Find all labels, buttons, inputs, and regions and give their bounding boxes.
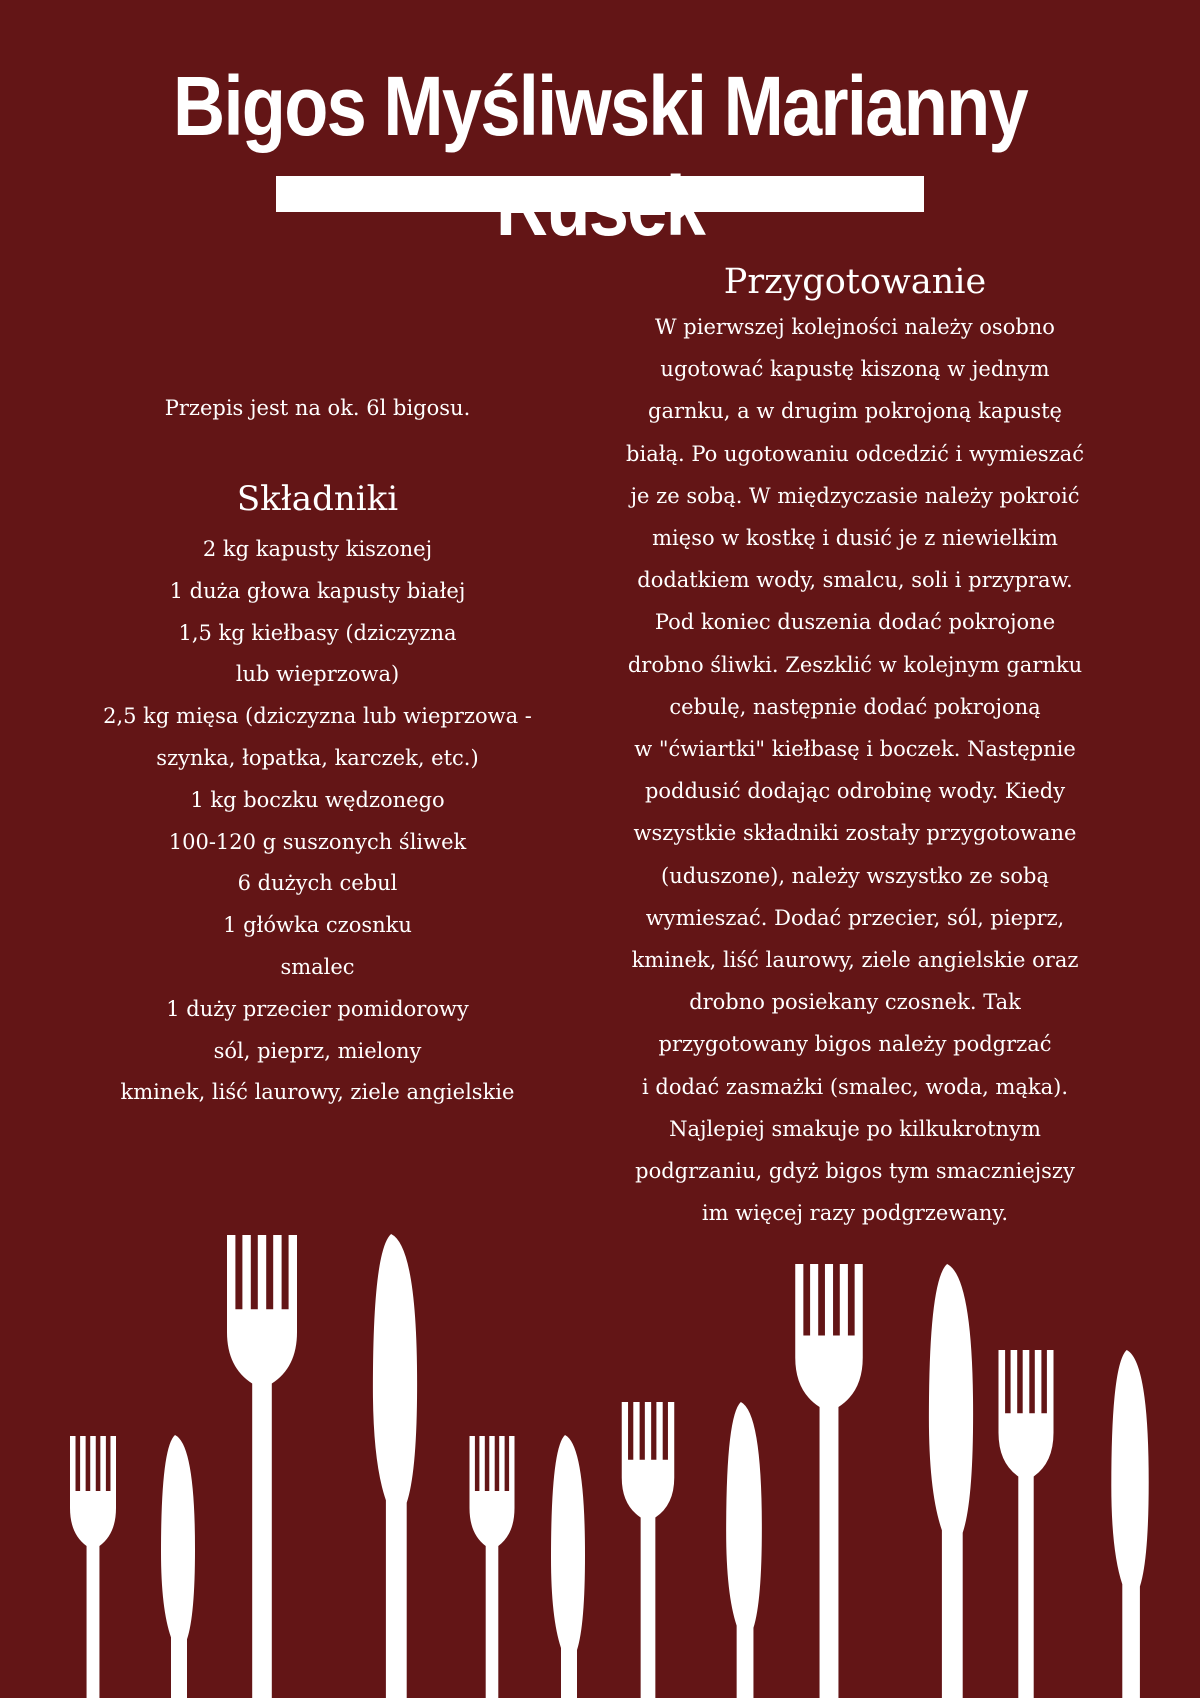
preparation-line: Pod koniec duszenia dodać pokrojone — [654, 610, 1056, 635]
recipe-yield: Przepis jest na ok. 6l bigosu. — [164, 396, 471, 420]
page-title: Bigos Myśliwski Marianny — [173, 59, 1027, 153]
fork-icon — [227, 1235, 297, 1698]
ingredients-heading: Składniki — [236, 479, 399, 519]
ingredient-line: lub wieprzowa) — [235, 662, 400, 687]
preparation-line: W pierwszej kolejności należy osobno — [655, 315, 1055, 339]
preparation-line: poddusić dodając odrobinę wody. Kiedy — [644, 779, 1066, 804]
preparation-line: cebulę, następnie dodać pokrojoną — [669, 694, 1041, 719]
fork-icon — [70, 1436, 116, 1698]
ingredient-line: 1 główka czosnku — [223, 913, 412, 938]
ingredient-line: smalec — [280, 954, 355, 979]
fork-icon — [795, 1264, 863, 1698]
preparation-line: podgrzaniu, gdyż bigos tym smaczniejszy — [635, 1159, 1075, 1184]
preparation-line: wszystkie składniki zostały przygotowane — [633, 821, 1077, 846]
fork-icon — [999, 1350, 1054, 1698]
preparation-line: Najlepiej smakuje po kilkukrotnym — [669, 1116, 1041, 1141]
preparation-line: białą. Po ugotowaniu odcedzić i wymieszać — [626, 441, 1084, 466]
preparation-line: i dodać zasmażki (smalec, woda, mąka). — [642, 1074, 1068, 1099]
preparation-line: mięso w kostkę i dusić je z niewielkim — [652, 526, 1058, 551]
preparation-line: w "ćwiartki" kiełbasę i boczek. Następnie — [634, 737, 1076, 762]
preparation-heading: Przygotowanie — [723, 262, 987, 302]
preparation-text — [590, 306, 1120, 1234]
knife-icon — [551, 1435, 585, 1698]
ingredient-line: 2 kg kapusty kiszonej — [202, 537, 433, 561]
knife-icon — [161, 1435, 195, 1698]
ingredient-line: kminek, liść laurowy, ziele angielskie — [120, 1080, 515, 1105]
preparation-line: ugotować kapustę kiszoną w jednym — [660, 357, 1050, 382]
preparation-line: drobno śliwki. Zeszklić w kolejnym garnku — [627, 652, 1083, 677]
preparation-line: (uduszone), należy wszystko ze sobą — [661, 863, 1049, 888]
fork-icon — [470, 1436, 515, 1698]
preparation-line: garnku, a w drugim pokrojoną kapustę — [648, 399, 1062, 424]
preparation-line: kminek, liść laurowy, ziele angielskie oraz — [631, 948, 1079, 973]
knife-icon — [1111, 1350, 1148, 1698]
ingredient-line: 1 kg boczku wędzonego — [190, 787, 445, 812]
knife-icon — [929, 1264, 973, 1698]
ingredient-line: 1 duża głowa kapusty białej — [169, 578, 466, 603]
preparation-line: je ze sobą. W międzyczasie należy pokroić — [630, 483, 1080, 508]
preparation-line: im więcej razy podgrzewany. — [701, 1201, 1009, 1226]
title-underline — [276, 176, 924, 212]
ingredient-line: szynka, łopatka, karczek, etc.) — [156, 745, 479, 770]
cutlery-decoration — [0, 1220, 1200, 1698]
preparation-line: dodatkiem wody, smalcu, soli i przypraw. — [637, 568, 1073, 593]
ingredient-line: 2,5 kg mięsa (dziczyzna lub wieprzowa - — [103, 704, 532, 729]
knife-icon — [726, 1402, 762, 1698]
knife-icon — [373, 1234, 417, 1698]
ingredient-line: 1 duży przecier pomidorowy — [166, 996, 469, 1021]
fork-icon — [622, 1402, 675, 1698]
preparation-line: drobno posiekany czosnek. Tak — [689, 990, 1021, 1015]
preparation-line: wymieszać. Dodać przecier, sól, pieprz, — [645, 905, 1065, 930]
ingredients-list — [60, 529, 575, 1114]
ingredient-line: 6 dużych cebul — [237, 871, 398, 896]
preparation-line: przygotowany bigos należy podgrzać — [658, 1032, 1052, 1057]
ingredient-line: 100-120 g suszonych śliwek — [168, 829, 467, 854]
ingredient-line: 1,5 kg kiełbasy (dziczyzna — [178, 620, 457, 645]
ingredient-line: sól, pieprz, mielony — [213, 1038, 422, 1063]
